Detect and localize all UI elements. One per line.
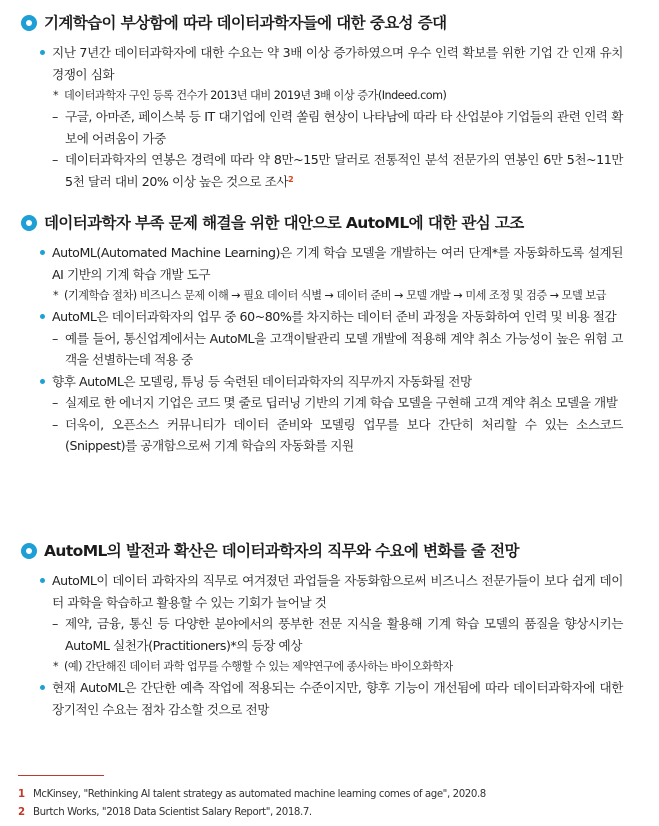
section-3: [0, 540, 659, 720]
dash-item: – 예를 들어, 통신업계에서는 AutoML을 고객이탈관리 모델 개발에 적용해 계약 취소 가능성이 높은 위험 고객을 선별하는데 적용 중: [52, 330, 623, 367]
note-item: * 데이터과학자 구인 등록 건수가 2013년 대비 2019년 3배 이상 증가(Indeed.com): [53, 89, 447, 102]
footnote-2: 2 Burtch Works, "2018 Data Scientist Salary Report", 2018.7.: [18, 807, 312, 818]
bullet-item: 현재 AutoML은 간단한 예측 작업에 적용되는 수준이지만, 향후 기능이 개선됨에 따라 데이터과학자에 대한 장기적인 수요는 점차 감소할 것으로 전망: [0, 677, 659, 720]
dash-item: – 데이터과학자의 연봉은 경력에 따라 약 8만~15만 달러로 전통적인 분석 전문가의 연봉인 6만 5천~11만 5천 달러 대비 20% 이상 높은 것으로 조사$^2$: [52, 152, 623, 189]
note-item: * (기계학습 절차) 비즈니스 문제 이해 → 필요 데이터 식별 → 데이터 준비 → 모델 개발 → 미세 조정 및 검증 → 모델 보급: [53, 289, 606, 302]
section-bullet-icon: [21, 215, 37, 231]
bullet-item: AutoML은 데이터과학자의 업무 중 60~80%를 차지하는 데이터 준비 과정을 자동화하여 인력 및 비용 절감: [0, 306, 659, 328]
section-title: 데이터과학자 부족 문제 해결을 위한 대안으로 AutoML에 대한 관심 고조: [44, 214, 524, 232]
footnote-divider: [18, 775, 104, 776]
section-title: AutoML의 발전과 확산은 데이터과학자의 직무와 수요에 변화를 줄 전망: [44, 542, 519, 560]
bullet-item: 향후 AutoML은 모델링, 튜닝 등 숙련된 데이터과학자의 직무까지 자동화될 전망: [0, 371, 659, 393]
dash-item: – 더욱이, 오픈소스 커뮤니티가 데이터 준비와 모델링 업무를 보다 간단히 처리할 수 있는 소스코드 (Snippest)를 공개함으로써 기계 학습의 자동화를 지원: [52, 416, 623, 453]
bullet-item: AutoML(Automated Machine Learning)은 기계 학습 모델을 개발하는 여러 단계*를 자동화하도록 설계된 AI 기반의 기계 학습 개발 도구: [0, 242, 659, 285]
section-title: 기계학습이 부상함에 따라 데이터과학자들에 대한 중요성 증대: [44, 14, 447, 32]
note-item: * (예) 간단해진 데이터 과학 업무를 수행할 수 있는 제약연구에 종사하는 바이오화학자: [53, 660, 453, 673]
section-header: [0, 540, 659, 564]
dash-item: – 구글, 아마존, 페이스북 등 IT 대기업에 인력 쏠림 현상이 나타남에 따라 타 산업분야 기업들의 관련 인력 확보에 어려움이 가중: [52, 109, 623, 146]
section-1: [0, 12, 659, 192]
bullet-item: AutoML이 데이터 과학자의 직무로 여겨졌던 과업들을 자동화함으로써 비즈니스 전문가들이 보다 쉽게 데이터 과학을 학습하고 활용할 수 있는 기회가 늘어날 것: [0, 570, 659, 613]
footnote-1: 1 McKinsey, "Rethinking AI talent strategy as automated machine learning comes of age", 2020.8: [18, 789, 486, 800]
dash-item: – 제약, 금융, 통신 등 다양한 분야에서의 풍부한 전문 지식을 활용해 기계 학습 모델의 품질을 향상시키는 AutoML 실천가(Practitioners)*의 등장 예상: [52, 616, 623, 653]
section-bullet-icon: [21, 543, 37, 559]
bullet-item: 지난 7년간 데이터과학자에 대한 수요는 약 3배 이상 증가하였으며 우수 인력 확보를 위한 기업 간 인재 유치 경쟁이 심화: [0, 42, 659, 85]
section-header: [0, 12, 659, 36]
section-bullet-icon: [21, 15, 37, 31]
section-header: [0, 212, 659, 236]
dash-item: – 실제로 한 에너지 기업은 코드 몇 줄로 딥러닝 기반의 기계 학습 모델을 구현해 고객 계약 취소 모델을 개발: [52, 395, 618, 410]
footnote-ref: 2: [288, 174, 294, 184]
section-2: [0, 212, 659, 457]
